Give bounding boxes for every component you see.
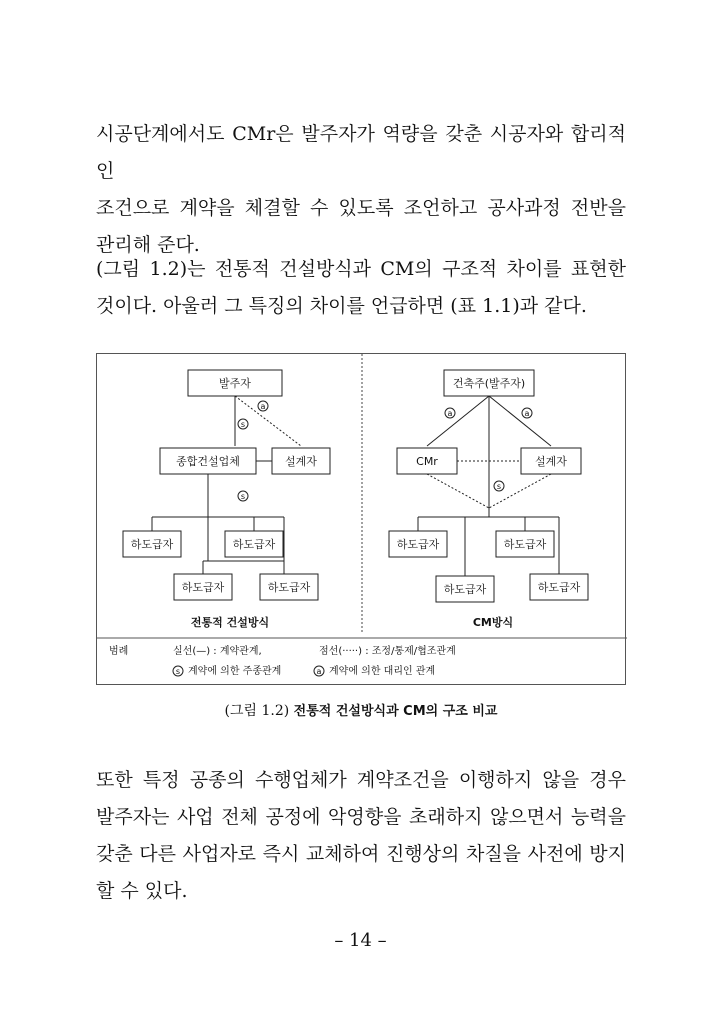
legend-marker-a-text: a [316, 667, 322, 676]
right-sub-label-1: 하도급자 [396, 538, 440, 551]
owner-cmr-line [427, 396, 489, 446]
right-diagram-title: CM방식 [472, 616, 514, 629]
paragraph-3 [96, 762, 626, 910]
page-number: – 14 – [334, 930, 387, 951]
text-line: 조건으로 계약을 체결할 수 있도록 조언하고 공사과정 전반을 [96, 197, 626, 219]
caption-title: 전통적 건설방식과 CM의 구조 비교 [293, 704, 498, 719]
left-owner-label: 발주자 [219, 377, 251, 390]
marker-s-text: s [240, 420, 246, 429]
left-diagram-title: 전통적 건설방식 [190, 616, 270, 629]
cmr-label: CMr [416, 455, 438, 468]
marker-s-text: s [240, 492, 246, 501]
right-sub-label-4: 하도급자 [537, 581, 581, 594]
figure-caption [96, 700, 626, 720]
legend-label: 범례 [109, 646, 129, 657]
marker-a-text: a [260, 402, 266, 411]
legend-dotted: 점선(·····) : 조정/통제/협조관계 [319, 646, 456, 657]
left-sub-label-2: 하도급자 [232, 538, 276, 551]
legend-s-desc: 계약에 의한 주종관계 [188, 666, 282, 677]
right-owner-label: 건축주(발주자) [452, 377, 526, 390]
caption-number: (그림 1.2) [224, 703, 290, 719]
left-sub-label-4: 하도급자 [267, 581, 311, 594]
marker-a-text: a [524, 409, 530, 418]
marker-s-text: s [496, 482, 502, 491]
right-designer-label: 설계자 [535, 455, 567, 468]
paragraph-1 [96, 116, 626, 264]
text-line: 관리해 준다. [96, 234, 200, 256]
right-sub-label-3: 하도급자 [443, 583, 487, 596]
text-line: 시공단계에서도 CMr은 발주자가 역량을 갖춘 시공자와 합리적인 [96, 123, 626, 182]
gc-label: 종합건설업체 [176, 455, 240, 468]
text-line: (그림 1.2)는 전통적 건설방식과 CM의 구조적 차이를 표현한 [96, 258, 626, 280]
paragraph-2 [96, 251, 626, 325]
marker-a-text: a [447, 409, 453, 418]
text-line: 갖춘 다른 사업자로 즉시 교체하여 진행상의 차질을 사전에 방지 [96, 843, 626, 865]
text-line: 것이다. 아울러 그 특징의 차이를 언급하면 (표 1.1)과 같다. [96, 295, 587, 317]
text-line: 또한 특정 공종의 수행업체가 계약조건을 이행하지 않을 경우 [96, 769, 626, 791]
text-line: 발주자는 사업 전체 공정에 악영향을 초래하지 않으면서 능력을 [96, 806, 626, 828]
legend-marker-s-text: s [175, 667, 181, 676]
legend-a-desc: 계약에 의한 대리인 관계 [329, 666, 436, 677]
left-designer-label: 설계자 [285, 455, 317, 468]
left-sub-label-3: 하도급자 [181, 581, 225, 594]
structure-diagram [97, 354, 627, 686]
text-line: 할 수 있다. [96, 880, 188, 902]
cmr-subs-dotted [427, 474, 489, 508]
right-sub-label-2: 하도급자 [503, 538, 547, 551]
legend-solid: 실선(—) : 계약관계, [173, 646, 262, 657]
left-sub-label-1: 하도급자 [130, 538, 174, 551]
owner-designer-line [489, 396, 551, 446]
structure-figure [96, 353, 626, 685]
